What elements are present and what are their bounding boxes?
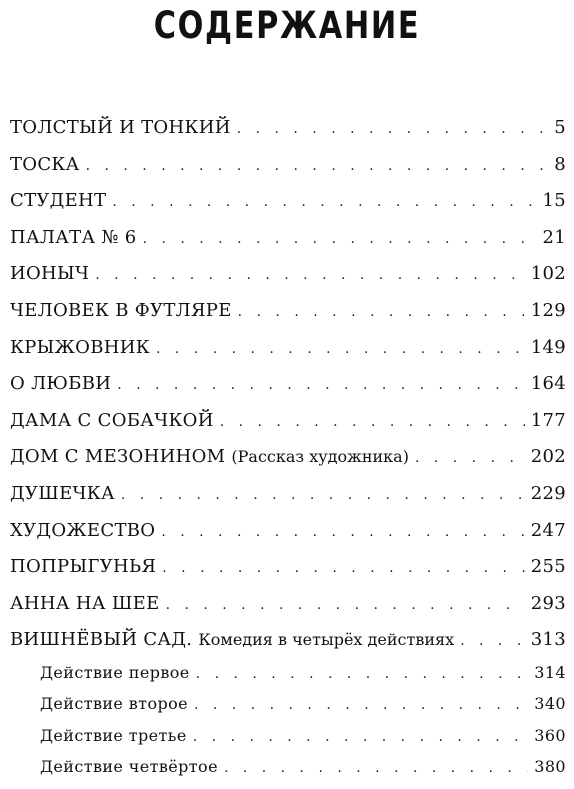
toc-entry-page: 15 [542, 190, 566, 212]
toc-entry-title: СТУДЕНТ [10, 190, 107, 212]
dot-leader [162, 560, 524, 576]
toc-entry [10, 300, 566, 337]
toc-entry [10, 373, 566, 410]
toc-entry [10, 483, 566, 520]
toc-entry [10, 410, 566, 447]
toc-entry-title: ДАМА С СОБАЧКОЙ [10, 409, 214, 431]
dot-leader [86, 158, 549, 174]
toc-subentry [10, 694, 566, 726]
toc-entry-page: 149 [530, 336, 566, 358]
toc-entry [10, 337, 566, 374]
toc-entry-page: 229 [530, 482, 566, 504]
toc-entry-title: АННА НА ШЕЕ [10, 592, 160, 614]
toc-entry [10, 263, 566, 300]
dot-leader [237, 121, 549, 137]
dot-leader [238, 304, 525, 320]
toc-subentry-page: 314 [534, 662, 566, 682]
dot-leader [224, 760, 528, 776]
toc-entry-page: 293 [530, 592, 566, 614]
toc-entry [10, 520, 566, 557]
page-title: СОДЕРЖАНИЕ [153, 4, 421, 47]
dot-leader [117, 377, 525, 393]
toc-entry-title: ДУШЕЧКА [10, 482, 115, 504]
toc-entry [10, 629, 566, 666]
toc-entry-page: 5 [554, 117, 566, 138]
toc-subentry [10, 757, 566, 789]
toc-subentry-title: Действие третье [40, 725, 187, 745]
toc-entry-page: 129 [530, 299, 566, 321]
toc-subentry-title: Действие четвёртое [40, 757, 218, 777]
toc-entry-title: ТОЛСТЫЙ И ТОНКИЙ [10, 117, 231, 138]
toc-entry [10, 190, 566, 227]
toc-entry-title-wrap [10, 446, 409, 467]
toc-entry-note: (Рассказ художника) [231, 447, 409, 467]
dot-leader [460, 633, 525, 649]
toc-entry-title: ПОПРЫГУНЬЯ [10, 556, 157, 578]
toc-entry [10, 154, 566, 191]
toc-entry [10, 227, 566, 264]
toc-subentry [10, 726, 566, 758]
dot-leader [161, 524, 524, 540]
dot-leader [166, 597, 525, 613]
toc-entry-title: ТОСКА [10, 153, 80, 175]
dot-leader [156, 341, 525, 357]
toc-entry [10, 593, 566, 630]
toc-entry-title: ИОНЫЧ [10, 263, 90, 285]
toc-entry-page: 8 [554, 153, 566, 175]
toc-entry-page: 21 [542, 226, 566, 248]
toc-subentry-title: Действие первое [40, 662, 190, 682]
toc-entry-title: О ЛЮБВИ [10, 373, 112, 395]
dot-leader [220, 414, 525, 430]
toc-entry-title: ПАЛАТА № 6 [10, 226, 137, 248]
toc-entry-title-wrap [10, 629, 454, 650]
toc-entry-title: ДОМ С МЕЗОНИНОМ [10, 446, 226, 468]
toc-entry-page: 247 [530, 519, 566, 541]
toc-entry-title: ЧЕЛОВЕК В ФУТЛЯРЕ [10, 299, 232, 321]
toc-entry [10, 117, 566, 154]
dot-leader [95, 267, 524, 283]
toc-subentry-page: 340 [534, 694, 566, 714]
toc-subentry-page: 380 [534, 757, 566, 777]
toc-entry-page: 102 [530, 263, 566, 285]
toc-entry-title: ВИШНЁВЫЙ САД. [10, 629, 193, 651]
dot-leader [415, 450, 525, 466]
table-of-contents [10, 117, 566, 789]
dot-leader [143, 231, 537, 247]
dot-leader [193, 729, 528, 745]
toc-entry [10, 446, 566, 483]
toc-entry-page: 313 [530, 629, 566, 651]
toc-entry-page: 202 [530, 446, 566, 468]
toc-subentry-title: Действие второе [40, 694, 189, 714]
dot-leader [196, 666, 529, 682]
toc-subentry-page: 360 [534, 725, 566, 745]
dot-leader [112, 194, 536, 210]
dot-leader [194, 697, 528, 713]
toc-entry-note: Комедия в четырёх действиях [198, 630, 455, 650]
toc-entry-title: ХУДОЖЕСТВО [10, 519, 156, 541]
toc-subentry [10, 663, 566, 695]
toc-entry-page: 177 [530, 409, 566, 431]
dot-leader [121, 487, 525, 503]
toc-entry-title: КРЫЖОВНИК [10, 336, 150, 358]
toc-entry-page: 164 [530, 373, 566, 395]
toc-entry-page: 255 [530, 556, 566, 578]
toc-entry [10, 556, 566, 593]
